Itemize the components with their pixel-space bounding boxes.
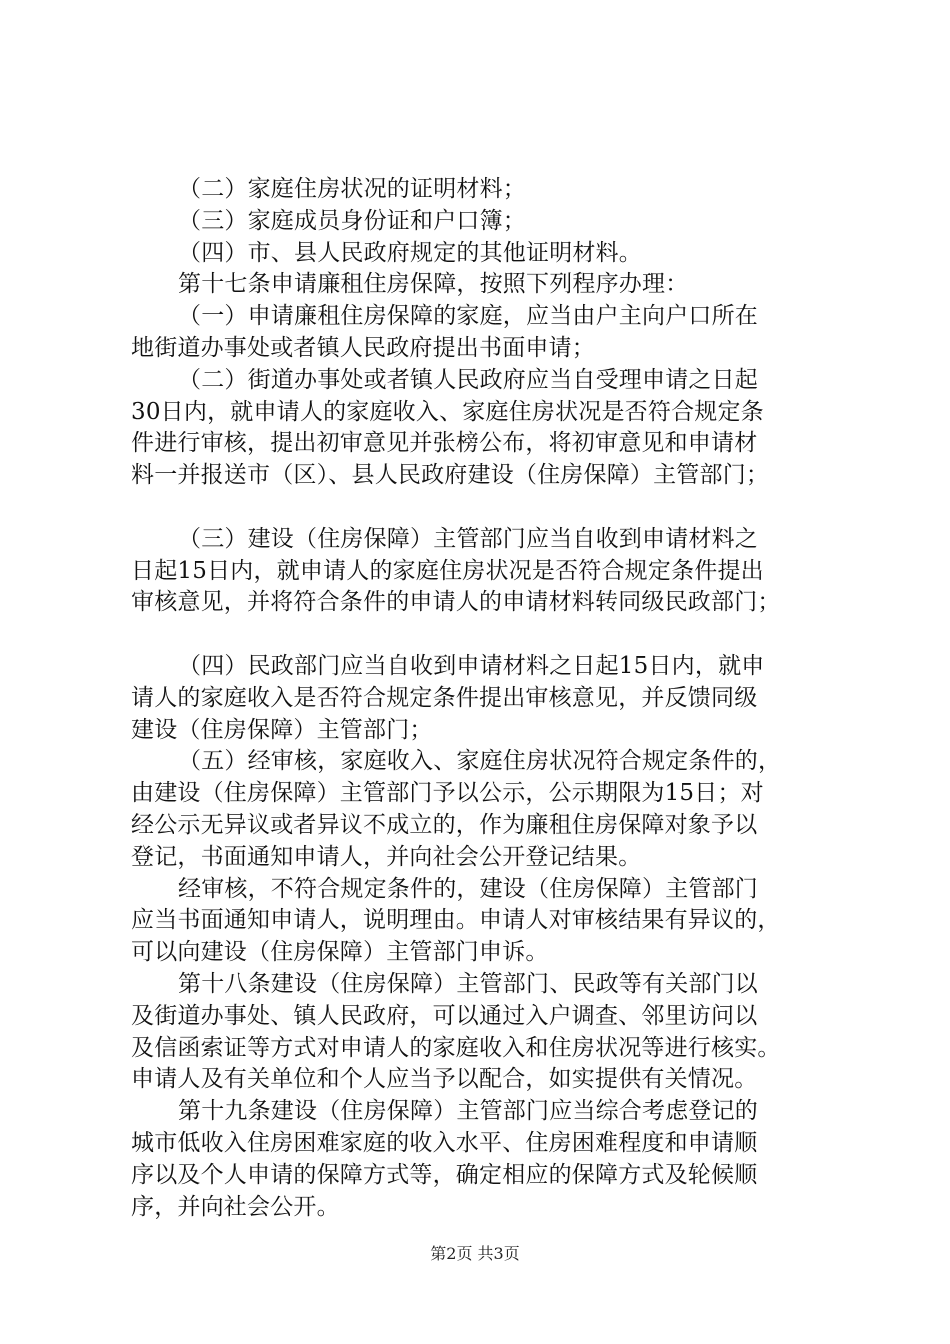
text-line: 件进行审核，提出初审意见并张榜公布，将初审意见和申请材 bbox=[131, 430, 758, 457]
text-line: 料一并报送市（区）、县人民政府建设（住房保障）主管部门； bbox=[131, 462, 770, 489]
text-line: 序以及个人申请的保障方式等，确定相应的保障方式及轮候顺 bbox=[131, 1161, 758, 1188]
text-line: 地街道办事处或者镇人民政府提出书面申请； bbox=[131, 334, 595, 361]
text-line: （五）经审核，家庭收入、家庭住房状况符合规定条件的， bbox=[178, 748, 782, 775]
paragraph-gap bbox=[131, 619, 851, 651]
text-line: 由建设（住房保障）主管部门予以公示，公示期限为15日；对 bbox=[131, 780, 764, 807]
text-line: （三）家庭成员身份证和户口簿； bbox=[178, 207, 526, 234]
page-number: 第2页 共3页 bbox=[430, 1244, 520, 1263]
text-line: 经公示无异议或者异议不成立的，作为廉租住房保障对象予以 bbox=[131, 811, 758, 838]
text-line: 第十七条申请廉租住房保障，按照下列程序办理： bbox=[178, 271, 689, 298]
text-line: 应当书面通知申请人，说明理由。申请人对审核结果有异议的， bbox=[131, 907, 781, 934]
text-line: （四）市、县人民政府规定的其他证明材料。 bbox=[178, 239, 642, 266]
text-line: 登记，书面通知申请人，并向社会公开登记结果。 bbox=[131, 843, 642, 870]
text-line: 城市低收入住房困难家庭的收入水平、住房困难程度和申请顺 bbox=[131, 1129, 758, 1156]
text-line: （二）家庭住房状况的证明材料； bbox=[178, 176, 526, 202]
text-line: （三）建设（住房保障）主管部门应当自收到申请材料之 bbox=[178, 525, 758, 552]
text-line: 经审核，不符合规定条件的，建设（住房保障）主管部门 bbox=[178, 875, 758, 902]
text-line: 日起15日内，就申请人的家庭住房状况是否符合规定条件提出 bbox=[131, 557, 764, 584]
document-body bbox=[131, 174, 851, 1223]
paragraph-gap bbox=[131, 492, 851, 524]
text-line: 申请人及有关单位和个人应当予以配合，如实提供有关情况。 bbox=[131, 1066, 758, 1093]
text-line: 建设（住房保障）主管部门； bbox=[131, 716, 433, 743]
text-line: 第十八条建设（住房保障）主管部门、民政等有关部门以 bbox=[178, 970, 758, 997]
text-line: 30日内，就申请人的家庭收入、家庭住房状况是否符合规定条 bbox=[131, 398, 764, 425]
text-line: （一）申请廉租住房保障的家庭，应当由户主向户口所在 bbox=[178, 303, 758, 330]
text-line: （四）民政部门应当自收到申请材料之日起15日内，就申 bbox=[178, 652, 765, 679]
text-line: 第十九条建设（住房保障）主管部门应当综合考虑登记的 bbox=[178, 1098, 758, 1125]
text-line: 审核意见，并将符合条件的申请人的申请材料转同级民政部门； bbox=[131, 589, 781, 616]
text-line: 可以向建设（住房保障）主管部门申诉。 bbox=[131, 939, 549, 966]
text-line: 及街道办事处、镇人民政府，可以通过入户调查、邻里访问以 bbox=[131, 1002, 758, 1029]
text-line: （二）街道办事处或者镇人民政府应当自受理申请之日起 bbox=[178, 366, 758, 393]
text-line: 请人的家庭收入是否符合规定条件提出审核意见，并反馈同级 bbox=[131, 684, 758, 711]
text-line: 及信函索证等方式对申请人的家庭收入和住房状况等进行核实。 bbox=[131, 1034, 781, 1061]
text-line: 序，并向社会公开。 bbox=[131, 1193, 340, 1220]
